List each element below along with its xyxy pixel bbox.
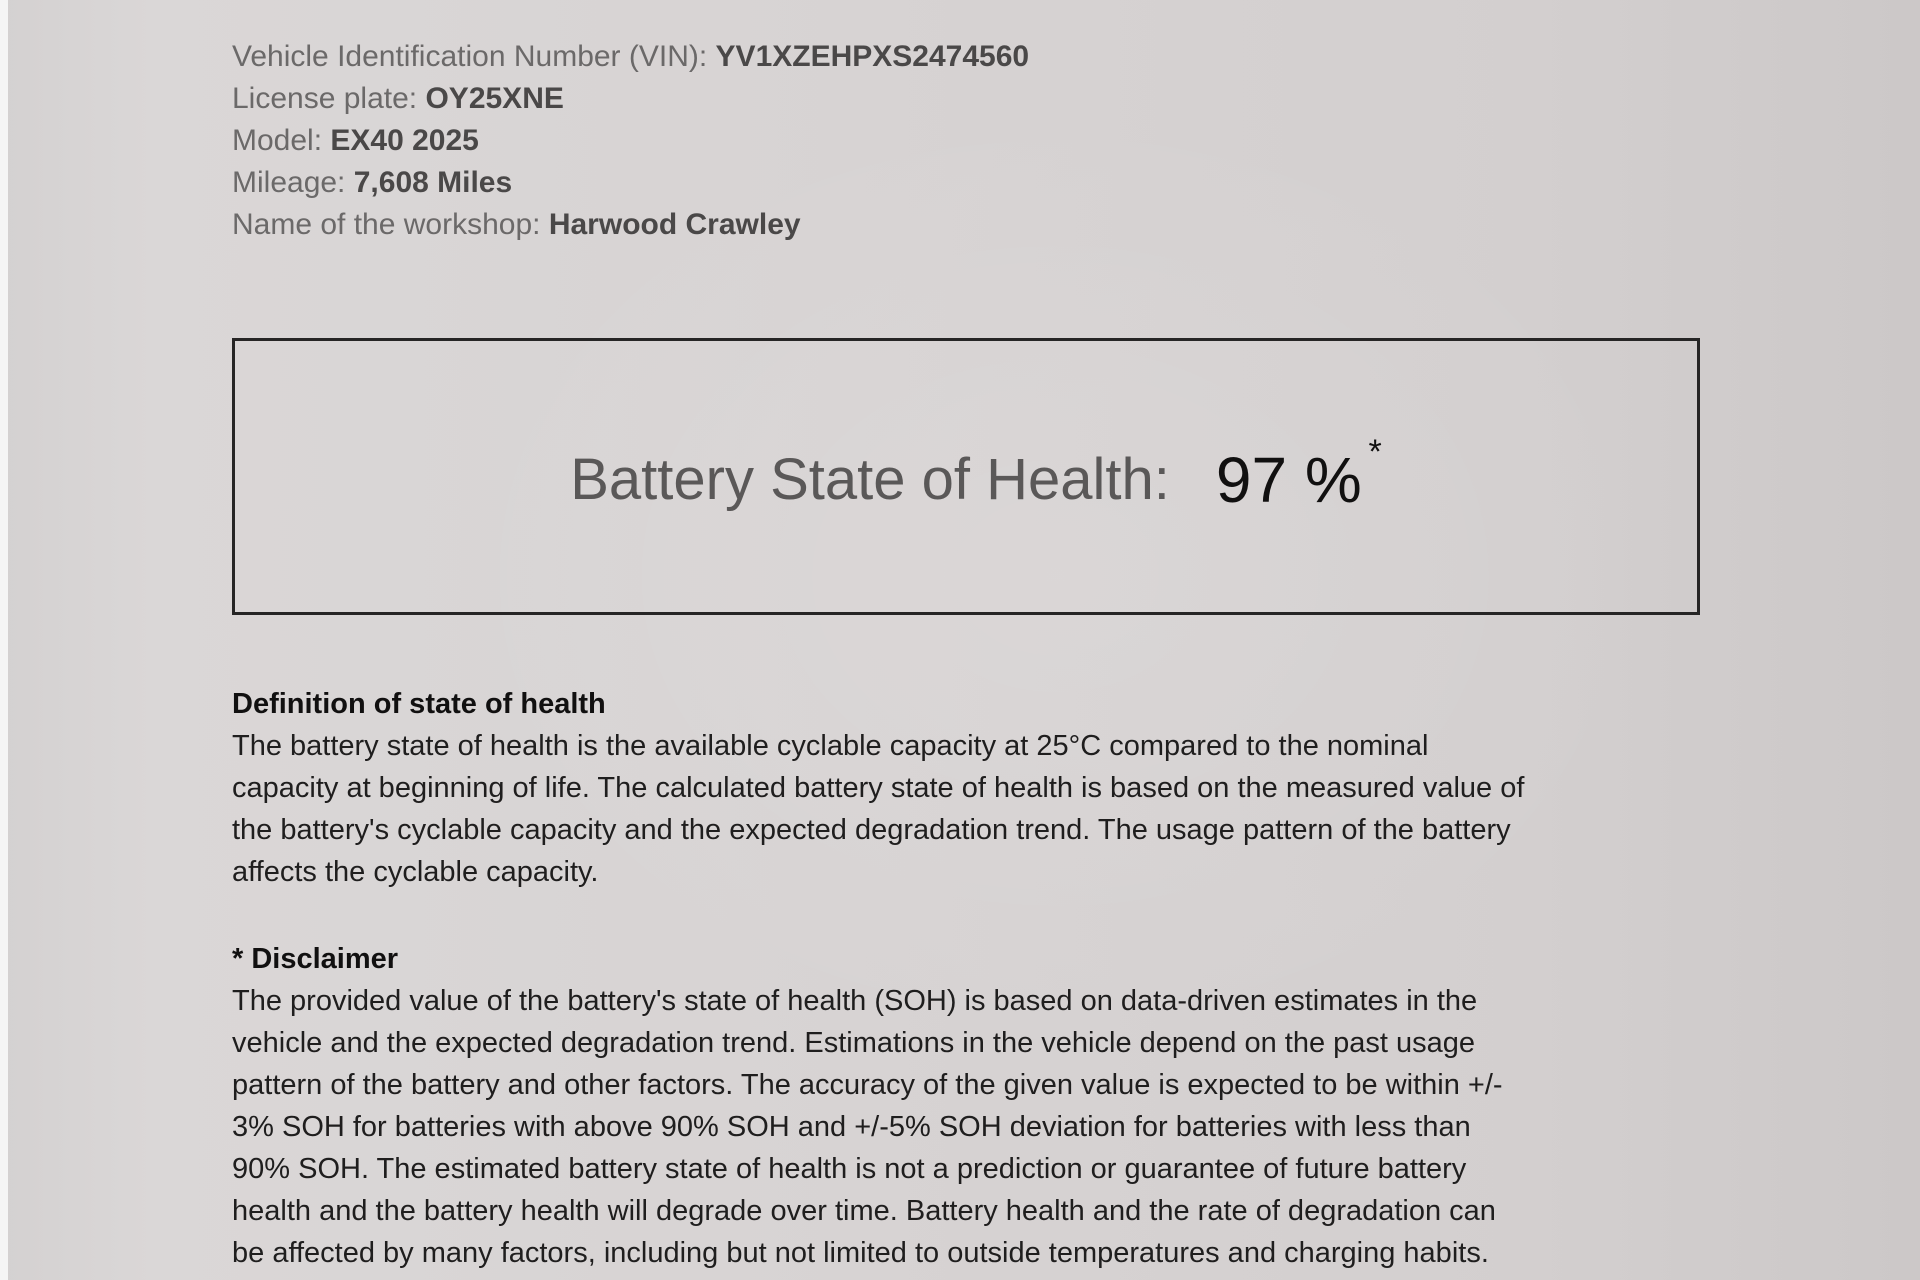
battery-soh-box <box>232 338 1700 615</box>
vin-line <box>232 36 1232 78</box>
disclaimer-line: be affected by many factors, including but not limited to outside temperatures and charging habits. <box>232 1237 1489 1269</box>
definition-section <box>232 683 1772 893</box>
workshop-value: Harwood Crawley <box>548 208 801 241</box>
definition-line: affects the cyclable capacity. <box>232 856 599 888</box>
page-edge <box>0 0 8 1280</box>
definition-line: the battery's cyclable capacity and the expected degradation trend. The usage pattern of the battery <box>232 814 1511 846</box>
model-label: Model: <box>232 124 331 157</box>
soh-disclaimer-marker: * <box>1368 432 1382 471</box>
definition-heading: Definition of state of health <box>232 688 606 720</box>
disclaimer-line: 90% SOH. The estimated battery state of health is not a prediction or guarantee of future battery <box>232 1153 1467 1185</box>
soh-label: Battery State of Health: <box>570 447 1170 512</box>
workshop-label: Name of the workshop: <box>232 208 549 241</box>
vin-value: YV1XZEHPXS2474560 <box>715 40 1030 73</box>
disclaimer-line: The provided value of the battery's state of health (SOH) is based on data-driven estimates in the <box>232 985 1478 1017</box>
definition-line: capacity at beginning of life. The calculated battery state of health is based on the measured value of <box>232 772 1525 804</box>
plate-label: License plate: <box>232 82 426 115</box>
disclaimer-section <box>232 938 1772 1274</box>
vin-label: Vehicle Identification Number (VIN): <box>232 40 716 73</box>
plate-line <box>232 78 1232 120</box>
soh-value: 97 % <box>1215 443 1362 516</box>
model-value: EX40 2025 <box>330 124 479 157</box>
disclaimer-line: 3% SOH for batteries with above 90% SOH and +/-5% SOH deviation for batteries with less than <box>232 1111 1471 1143</box>
disclaimer-line: vehicle and the expected degradation trend. Estimations in the vehicle depend on the past usage <box>232 1027 1476 1059</box>
mileage-label: Mileage: <box>232 166 354 199</box>
disclaimer-heading: * Disclaimer <box>232 943 399 975</box>
mileage-line <box>232 162 1232 204</box>
definition-line: The battery state of health is the available cyclable capacity at 25°C compared to the nominal <box>232 730 1429 762</box>
workshop-line <box>232 204 1232 246</box>
soh-value-wrap <box>1215 432 1382 517</box>
mileage-value: 7,608 Miles <box>353 166 513 199</box>
model-line <box>232 120 1232 162</box>
disclaimer-line: health and the battery health will degrade over time. Battery health and the rate of degradation can <box>232 1195 1496 1227</box>
disclaimer-line: pattern of the battery and other factors. The accuracy of the given value is expected to be within +/- <box>232 1069 1503 1101</box>
plate-value: OY25XNE <box>425 82 564 115</box>
vehicle-info <box>232 36 1232 246</box>
